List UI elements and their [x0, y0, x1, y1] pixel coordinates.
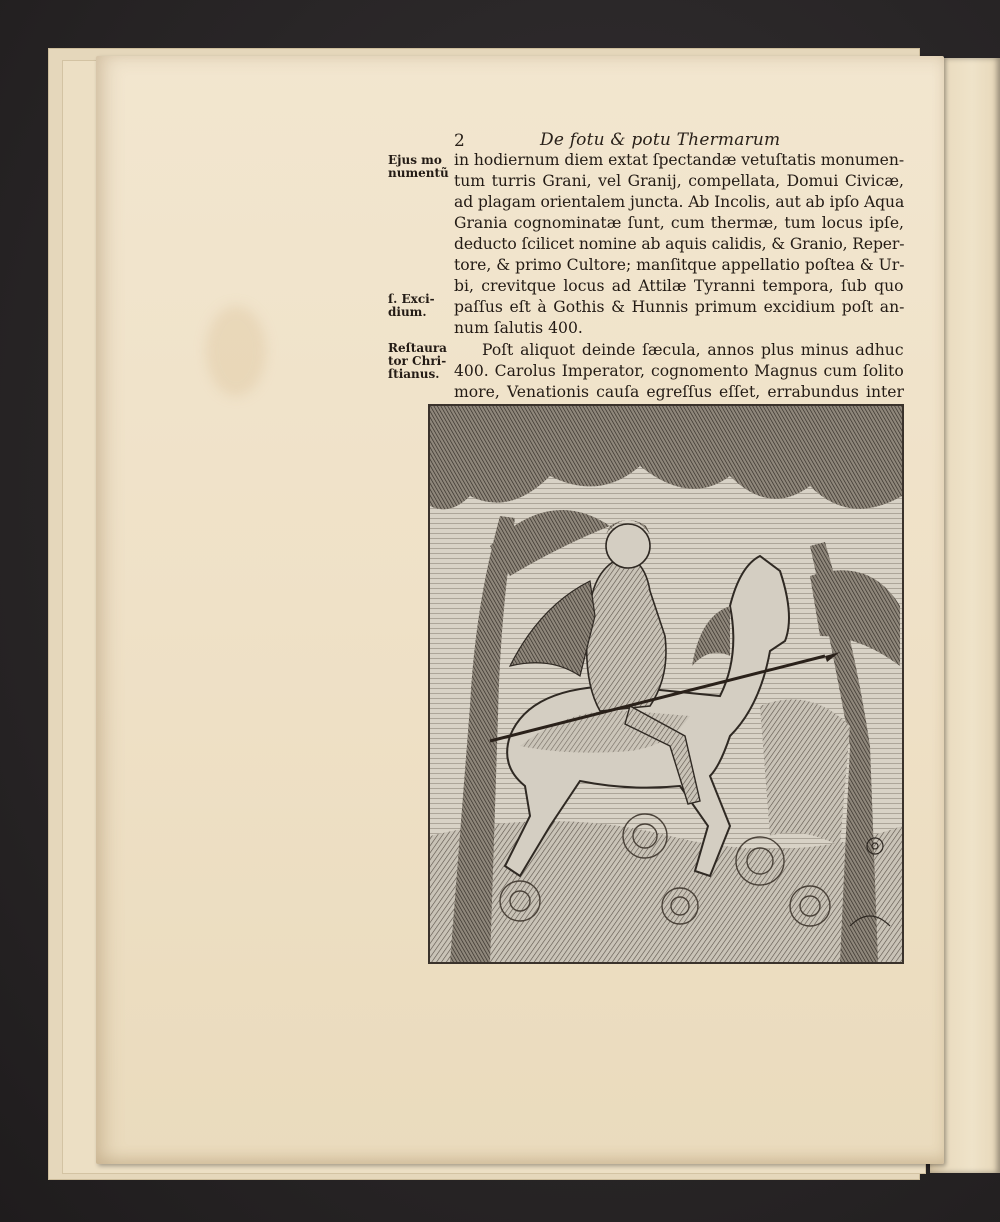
- text-line: Grania cognominatæ ſunt, cum thermæ, tum locus ipſe,: [454, 214, 905, 232]
- margin-note-restaurator: Reſtaura tor Chri- ſtianus.: [388, 341, 447, 381]
- text-line: Poſt aliquot deinde ſæcula, annos plus minus adhuc: [482, 341, 904, 359]
- text-line: ad plagam orientalem juncta. Ab Incolis, aut ab ipſo Aqua: [454, 193, 905, 211]
- text-line: more, Venationis cauſa egreſſus eſſet, errabundus inter: [454, 383, 904, 401]
- margin-note-monument: Ejus mo numentũ: [388, 153, 449, 180]
- text-line: in hodiernum diem extat ſpectandæ vetuſtatis monumen-: [454, 151, 905, 169]
- text-line: tore, & primo Cultore; manſitque appellatio poſtea & Ur-: [454, 256, 905, 274]
- text-line: 400. Carolus Imperator, cognomento Magnus cum ſolito: [454, 362, 904, 380]
- page-number: 2: [454, 131, 465, 151]
- running-title: De fotu & potu Thermarum: [540, 130, 781, 150]
- paper-stain: [206, 306, 266, 396]
- engraving-charlemagne-on-horseback: [428, 404, 904, 964]
- margin-note-excidium: ſ. Exci- dium.: [388, 292, 435, 319]
- text-line: num ſalutis 400.: [454, 319, 583, 337]
- text-line: paſſus eſt à Gothis & Hunnis primum excidium poſt an-: [454, 298, 905, 316]
- text-line: deducto ſcilicet nomine ab aquis calidis, & Granio, Reper-: [454, 235, 905, 253]
- text-line: bi, crevitque locus ad Attilæ Tyranni tempora, ſub quo: [454, 277, 904, 295]
- text-line: tum turris Grani, vel Granij, compellata, Domui Civicæ,: [454, 172, 904, 190]
